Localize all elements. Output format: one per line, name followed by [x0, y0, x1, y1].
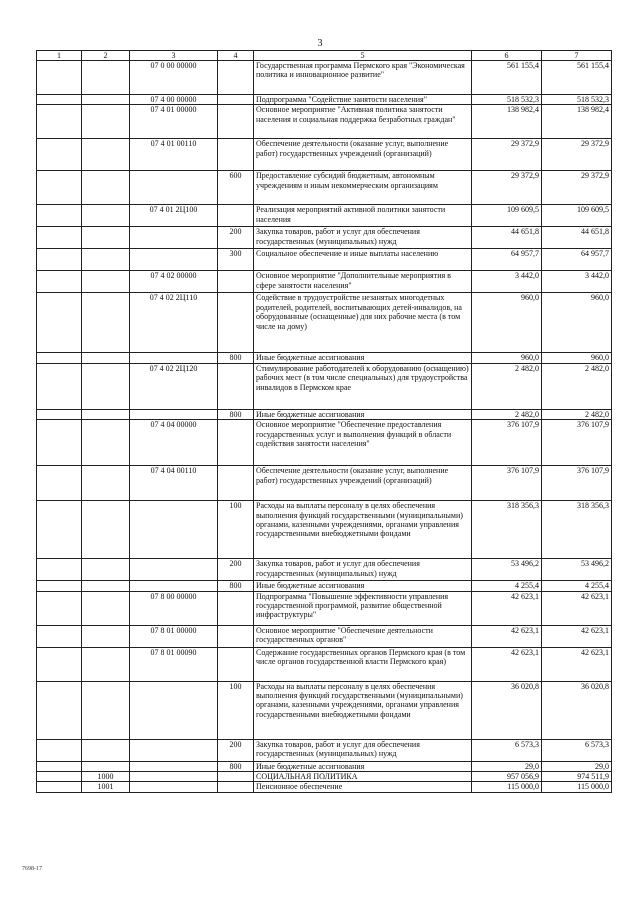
column-header: 3: [130, 51, 218, 61]
amount-year1-cell: 44 651,8: [472, 227, 542, 249]
amount-year2-cell: 960,0: [542, 353, 612, 363]
column-header: 2: [82, 51, 130, 61]
amount-year2-cell: 42 623,1: [542, 591, 612, 625]
amount-year2-cell: 2 482,0: [542, 363, 612, 409]
target-code-cell: [130, 782, 218, 792]
amount-year1-cell: 36 020,8: [472, 681, 542, 739]
target-code-cell: [130, 227, 218, 249]
table-row: [37, 625, 612, 647]
expense-type-cell: 600: [218, 171, 254, 205]
target-code-cell: [130, 772, 218, 782]
table-row: [37, 139, 612, 171]
amount-year2-cell: 138 982,4: [542, 105, 612, 139]
table-row: [37, 591, 612, 625]
item-name-cell: Содержание государственных органов Пермского края (в том числе органов государственной власти Пермского края): [254, 647, 472, 681]
table-row: [37, 647, 612, 681]
item-name-cell: Иные бюджетные ассигнования: [254, 581, 472, 591]
amount-year2-cell: 6 573,3: [542, 739, 612, 761]
amount-year1-cell: 29,0: [472, 761, 542, 771]
item-name-cell: Подпрограмма "Содействие занятости населения": [254, 95, 472, 105]
expense-type-cell: [218, 95, 254, 105]
amount-year1-cell: 318 356,3: [472, 501, 542, 559]
item-name-cell: Иные бюджетные ассигнования: [254, 409, 472, 419]
expense-type-cell: 200: [218, 559, 254, 581]
amount-year2-cell: 42 623,1: [542, 625, 612, 647]
subsection-cell: [82, 681, 130, 739]
amount-year1-cell: 518 532,3: [472, 95, 542, 105]
table-row: [37, 581, 612, 591]
section-cell: [37, 205, 82, 227]
table-row: [37, 501, 612, 559]
amount-year2-cell: 42 623,1: [542, 647, 612, 681]
target-code-cell: [130, 581, 218, 591]
section-cell: [37, 761, 82, 771]
section-cell: [37, 353, 82, 363]
expense-type-cell: [218, 61, 254, 95]
section-cell: [37, 559, 82, 581]
target-code-cell: 07 4 01 00110: [130, 139, 218, 171]
table-row: [37, 559, 612, 581]
amount-year1-cell: 960,0: [472, 353, 542, 363]
section-cell: [37, 95, 82, 105]
item-name-cell: Иные бюджетные ассигнования: [254, 761, 472, 771]
subsection-cell: [82, 466, 130, 501]
amount-year2-cell: 29 372,9: [542, 171, 612, 205]
amount-year2-cell: 4 255,4: [542, 581, 612, 591]
item-name-cell: Предоставление субсидий бюджетным, автономным учреждениям и иным некоммерческим организациям: [254, 171, 472, 205]
section-cell: [37, 625, 82, 647]
amount-year1-cell: 64 957,7: [472, 249, 542, 271]
subsection-cell: [82, 249, 130, 271]
table-row: [37, 105, 612, 139]
column-number-row: [37, 51, 612, 61]
column-header: 5: [254, 51, 472, 61]
section-cell: [37, 420, 82, 466]
amount-year2-cell: 960,0: [542, 293, 612, 353]
section-cell: [37, 249, 82, 271]
subsection-cell: [82, 647, 130, 681]
amount-year2-cell: 376 107,9: [542, 420, 612, 466]
amount-year1-cell: 2 482,0: [472, 363, 542, 409]
expense-type-cell: 100: [218, 501, 254, 559]
expense-type-cell: [218, 271, 254, 293]
subsection-cell: [82, 105, 130, 139]
item-name-cell: Социальное обеспечение и иные выплаты населению: [254, 249, 472, 271]
section-cell: [37, 681, 82, 739]
section-cell: [37, 139, 82, 171]
expense-type-cell: 300: [218, 249, 254, 271]
column-header: 6: [472, 51, 542, 61]
target-code-cell: 07 4 02 00000: [130, 271, 218, 293]
expense-type-cell: 800: [218, 409, 254, 419]
section-cell: [37, 782, 82, 792]
subsection-cell: [82, 139, 130, 171]
item-name-cell: Государственная программа Пермского края "Экономическая политика и инновационное развитие": [254, 61, 472, 95]
amount-year1-cell: 138 982,4: [472, 105, 542, 139]
amount-year1-cell: 42 623,1: [472, 591, 542, 625]
table-row: [37, 761, 612, 771]
table-row: [37, 271, 612, 293]
amount-year1-cell: 960,0: [472, 293, 542, 353]
amount-year1-cell: 4 255,4: [472, 581, 542, 591]
subsection-cell: [82, 625, 130, 647]
table-row: [37, 409, 612, 419]
amount-year2-cell: 29 372,9: [542, 139, 612, 171]
page-number: 3: [317, 38, 323, 49]
item-name-cell: Закупка товаров, работ и услуг для обеспечения государственных (муниципальных) нужд: [254, 739, 472, 761]
item-name-cell: Обеспечение деятельности (оказание услуг, выполнение работ) государственных учреждений (организаций): [254, 139, 472, 171]
subsection-cell: [82, 353, 130, 363]
document-code: 7698-17: [22, 866, 42, 872]
amount-year1-cell: 109 609,5: [472, 205, 542, 227]
amount-year2-cell: 2 482,0: [542, 409, 612, 419]
table-row: [37, 681, 612, 739]
expense-type-cell: 200: [218, 739, 254, 761]
amount-year1-cell: 2 482,0: [472, 409, 542, 419]
item-name-cell: Стимулирование работодателей к оборудованию (оснащению) рабочих мест (в том числе специальных) для трудоустройства инвалидов в Пермском крае: [254, 363, 472, 409]
item-name-cell: Подпрограмма "Повышение эффективности управления государственной программой, развитие общественной инфраструктуры": [254, 591, 472, 625]
subsection-cell: [82, 420, 130, 466]
amount-year2-cell: 109 609,5: [542, 205, 612, 227]
target-code-cell: 07 4 00 00000: [130, 95, 218, 105]
item-name-cell: Обеспечение деятельности (оказание услуг, выполнение работ) государственных учреждений (организаций): [254, 466, 472, 501]
column-header: 7: [542, 51, 612, 61]
subsection-cell: [82, 171, 130, 205]
table-row: [37, 772, 612, 782]
section-cell: [37, 271, 82, 293]
expense-type-cell: [218, 466, 254, 501]
target-code-cell: [130, 171, 218, 205]
table-row: [37, 95, 612, 105]
expense-type-cell: [218, 293, 254, 353]
table-row: [37, 249, 612, 271]
expense-type-cell: 800: [218, 761, 254, 771]
expense-type-cell: [218, 591, 254, 625]
subsection-cell: [82, 761, 130, 771]
item-name-cell: Закупка товаров, работ и услуг для обеспечения государственных (муниципальных) нужд: [254, 227, 472, 249]
item-name-cell: Основное мероприятие "Дополнительные мероприятия в сфере занятости населения": [254, 271, 472, 293]
item-name-cell: СОЦИАЛЬНАЯ ПОЛИТИКА: [254, 772, 472, 782]
subsection-cell: [82, 739, 130, 761]
section-cell: [37, 647, 82, 681]
expense-type-cell: [218, 139, 254, 171]
target-code-cell: 07 8 01 00000: [130, 625, 218, 647]
target-code-cell: [130, 559, 218, 581]
item-name-cell: Расходы на выплаты персоналу в целях обеспечения выполнения функций государственными (муниципальными) органами, казенными учреждениями, органами управления государственными внебюджетными фондами: [254, 681, 472, 739]
expense-type-cell: [218, 363, 254, 409]
target-code-cell: [130, 353, 218, 363]
target-code-cell: 07 4 04 00000: [130, 420, 218, 466]
subsection-cell: [82, 95, 130, 105]
target-code-cell: 07 4 02 2Ц120: [130, 363, 218, 409]
subsection-cell: [82, 61, 130, 95]
section-cell: [37, 293, 82, 353]
amount-year2-cell: 115 000,0: [542, 782, 612, 792]
subsection-cell: [82, 591, 130, 625]
item-name-cell: Основное мероприятие "Активная политика занятости населения и социальная поддержка безработных граждан": [254, 105, 472, 139]
section-cell: [37, 581, 82, 591]
expense-type-cell: [218, 420, 254, 466]
target-code-cell: 07 4 01 00000: [130, 105, 218, 139]
subsection-cell: [82, 227, 130, 249]
target-code-cell: [130, 409, 218, 419]
table-row: [37, 171, 612, 205]
item-name-cell: Расходы на выплаты персоналу в целях обеспечения выполнения функций государственными (муниципальными) органами, казенными учреждениями, органами управления государственными внебюджетными фондами: [254, 501, 472, 559]
target-code-cell: [130, 739, 218, 761]
amount-year2-cell: 974 511,9: [542, 772, 612, 782]
section-cell: [37, 772, 82, 782]
target-code-cell: 07 4 01 2Ц100: [130, 205, 218, 227]
subsection-cell: [82, 293, 130, 353]
table-row: [37, 227, 612, 249]
target-code-cell: 07 0 00 00000: [130, 61, 218, 95]
amount-year2-cell: 44 651,8: [542, 227, 612, 249]
column-header: 4: [218, 51, 254, 61]
target-code-cell: [130, 681, 218, 739]
table-row: [37, 205, 612, 227]
amount-year2-cell: 64 957,7: [542, 249, 612, 271]
subsection-cell: [82, 271, 130, 293]
expense-type-cell: 800: [218, 353, 254, 363]
amount-year2-cell: 561 155,4: [542, 61, 612, 95]
target-code-cell: [130, 761, 218, 771]
expense-type-cell: 200: [218, 227, 254, 249]
section-cell: [37, 171, 82, 205]
amount-year1-cell: 53 496,2: [472, 559, 542, 581]
table-row: [37, 363, 612, 409]
amount-year2-cell: 518 532,3: [542, 95, 612, 105]
target-code-cell: 07 4 02 2Ц110: [130, 293, 218, 353]
subsection-cell: [82, 409, 130, 419]
section-cell: [37, 363, 82, 409]
amount-year1-cell: 376 107,9: [472, 420, 542, 466]
amount-year2-cell: 53 496,2: [542, 559, 612, 581]
expense-type-cell: [218, 782, 254, 792]
item-name-cell: Пенсионное обеспечение: [254, 782, 472, 792]
subsection-cell: 1001: [82, 782, 130, 792]
target-code-cell: 07 8 00 00000: [130, 591, 218, 625]
amount-year2-cell: 376 107,9: [542, 466, 612, 501]
section-cell: [37, 61, 82, 95]
subsection-cell: [82, 363, 130, 409]
amount-year1-cell: 29 372,9: [472, 171, 542, 205]
table-row: [37, 466, 612, 501]
target-code-cell: 07 4 04 00110: [130, 466, 218, 501]
subsection-cell: [82, 559, 130, 581]
budget-table: [36, 50, 612, 793]
target-code-cell: 07 8 01 00090: [130, 647, 218, 681]
amount-year1-cell: 42 623,1: [472, 625, 542, 647]
section-cell: [37, 105, 82, 139]
subsection-cell: 1000: [82, 772, 130, 782]
amount-year2-cell: 29,0: [542, 761, 612, 771]
section-cell: [37, 739, 82, 761]
item-name-cell: Основное мероприятие "Обеспечение деятельности государственных органов": [254, 625, 472, 647]
table-row: [37, 739, 612, 761]
item-name-cell: Закупка товаров, работ и услуг для обеспечения государственных (муниципальных) нужд: [254, 559, 472, 581]
subsection-cell: [82, 205, 130, 227]
expense-type-cell: 800: [218, 581, 254, 591]
expense-type-cell: [218, 205, 254, 227]
expense-type-cell: [218, 105, 254, 139]
section-cell: [37, 409, 82, 419]
expense-type-cell: 100: [218, 681, 254, 739]
section-cell: [37, 227, 82, 249]
item-name-cell: Реализация мероприятий активной политики занятости населения: [254, 205, 472, 227]
amount-year1-cell: 3 442,0: [472, 271, 542, 293]
table-row: [37, 353, 612, 363]
column-header: 1: [37, 51, 82, 61]
table-row: [37, 61, 612, 95]
target-code-cell: [130, 249, 218, 271]
subsection-cell: [82, 501, 130, 559]
target-code-cell: [130, 501, 218, 559]
section-cell: [37, 591, 82, 625]
amount-year2-cell: 36 020,8: [542, 681, 612, 739]
item-name-cell: Иные бюджетные ассигнования: [254, 353, 472, 363]
expense-type-cell: [218, 625, 254, 647]
amount-year1-cell: 42 623,1: [472, 647, 542, 681]
section-cell: [37, 466, 82, 501]
amount-year2-cell: 3 442,0: [542, 271, 612, 293]
amount-year2-cell: 318 356,3: [542, 501, 612, 559]
expense-type-cell: [218, 647, 254, 681]
table-row: [37, 420, 612, 466]
table-row: [37, 293, 612, 353]
item-name-cell: Основное мероприятие "Обеспечение предоставления государственных услуг и выполнения функций в области содействия занятости населения": [254, 420, 472, 466]
amount-year1-cell: 376 107,9: [472, 466, 542, 501]
amount-year1-cell: 957 056,9: [472, 772, 542, 782]
subsection-cell: [82, 581, 130, 591]
amount-year1-cell: 561 155,4: [472, 61, 542, 95]
section-cell: [37, 501, 82, 559]
amount-year1-cell: 29 372,9: [472, 139, 542, 171]
expense-type-cell: [218, 772, 254, 782]
table-row: [37, 782, 612, 792]
item-name-cell: Содействие в трудоустройстве незанятых многодетных родителей, родителей, воспитывающих детей-инвалидов, на оборудованные (оснащенные) для них рабочие места (в том числе на дому): [254, 293, 472, 353]
amount-year1-cell: 115 000,0: [472, 782, 542, 792]
amount-year1-cell: 6 573,3: [472, 739, 542, 761]
